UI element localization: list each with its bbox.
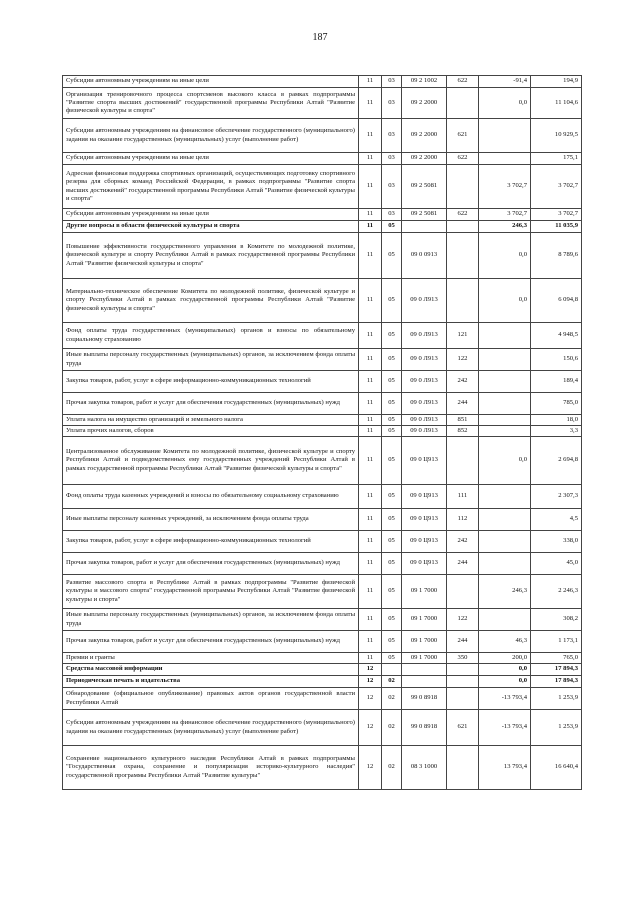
row-expense-type: 622 [447, 209, 479, 221]
row-change-amount [479, 349, 531, 371]
row-target-article: 09 0 Ц913 [402, 509, 447, 531]
table-row [63, 209, 582, 221]
row-name: Субсидии автономным учреждениям на финансовое обеспечение государственного (муниципального) задания на оказание государственных (муниципальных) услуг (выполнение работ) [63, 119, 359, 153]
row-change-amount [479, 153, 531, 165]
row-total-amount: 3 702,7 [531, 209, 582, 221]
row-section: 11 [359, 153, 382, 165]
row-expense-type [447, 664, 479, 676]
row-section: 11 [359, 609, 382, 631]
row-name: Средства массовой информации [63, 664, 359, 676]
row-section: 11 [359, 165, 382, 209]
row-change-amount: 246,3 [479, 221, 531, 233]
row-total-amount: 3,3 [531, 426, 582, 437]
row-name: Другие вопросы в области физической культуры и спорта [63, 221, 359, 233]
row-change-amount: 0,0 [479, 88, 531, 119]
row-section: 12 [359, 688, 382, 710]
row-section: 11 [359, 575, 382, 609]
row-name: Иные выплаты персоналу государственных (муниципальных) органов, за исключением фонда оплаты труда [63, 609, 359, 631]
row-change-amount: -13 793,4 [479, 688, 531, 710]
row-subsection: 05 [382, 279, 402, 323]
row-total-amount: 3 702,7 [531, 165, 582, 209]
row-total-amount: 1 173,1 [531, 631, 582, 653]
table-row [63, 485, 582, 509]
row-name: Субсидии автономным учреждениям на иные цели [63, 209, 359, 221]
row-section: 12 [359, 746, 382, 790]
row-total-amount: 338,0 [531, 531, 582, 553]
row-name: Развитие массового спорта в Республике Алтай в рамках подпрограммы "Развитие физической культуры и массового спорта" государственной программы Республики Алтай "Развитие физической культуры и спорта" [63, 575, 359, 609]
row-total-amount: 6 094,8 [531, 279, 582, 323]
row-subsection: 02 [382, 746, 402, 790]
row-target-article: 09 2 2000 [402, 119, 447, 153]
row-expense-type [447, 221, 479, 233]
row-subsection: 05 [382, 531, 402, 553]
row-target-article: 09 0 Л913 [402, 426, 447, 437]
row-name: Централизованное обслуживание Комитета по молодежной политике, физической культуре и спорту Республики Алтай и подведомственных ему государственных учреждений Республики Алтай в рамках государственной программы Республики Алтай "Развитие физической культуры и спорта" [63, 437, 359, 485]
row-expense-type [447, 688, 479, 710]
row-total-amount: 1 253,9 [531, 710, 582, 746]
row-name: Прочая закупка товаров, работ и услуг для обеспечения государственных (муниципальных) нужд [63, 553, 359, 575]
row-expense-type: 122 [447, 609, 479, 631]
row-name: Уплата прочих налогов, сборов [63, 426, 359, 437]
row-total-amount: 785,0 [531, 393, 582, 415]
row-total-amount: 16 640,4 [531, 746, 582, 790]
row-expense-type [447, 279, 479, 323]
row-subsection: 03 [382, 153, 402, 165]
row-section: 11 [359, 653, 382, 664]
row-name: Субсидии автономным учреждениям на финансовое обеспечение государственного (муниципального) задания на оказание государственных (муниципальных) услуг (выполнение работ) [63, 710, 359, 746]
row-change-amount: 46,3 [479, 631, 531, 653]
row-section: 11 [359, 323, 382, 349]
row-expense-type: 111 [447, 485, 479, 509]
row-section: 11 [359, 349, 382, 371]
row-target-article: 08 3 1000 [402, 746, 447, 790]
row-change-amount [479, 609, 531, 631]
table-row [63, 575, 582, 609]
row-total-amount: 18,0 [531, 415, 582, 426]
row-subsection: 05 [382, 437, 402, 485]
row-section: 12 [359, 710, 382, 746]
row-section: 11 [359, 221, 382, 233]
row-subsection: 05 [382, 415, 402, 426]
row-subsection: 05 [382, 426, 402, 437]
row-expense-type [447, 165, 479, 209]
row-total-amount: 150,6 [531, 349, 582, 371]
row-total-amount: 45,0 [531, 553, 582, 575]
row-expense-type: 851 [447, 415, 479, 426]
row-total-amount: 2 307,3 [531, 485, 582, 509]
row-total-amount: 17 894,3 [531, 664, 582, 676]
row-name: Иные выплаты персоналу казенных учреждений, за исключением фонда оплаты труда [63, 509, 359, 531]
row-name: Периодическая печать и издательства [63, 676, 359, 688]
row-subsection: 05 [382, 221, 402, 233]
row-target-article: 09 2 2000 [402, 88, 447, 119]
row-change-amount: 0,0 [479, 664, 531, 676]
row-name: Премии и гранты [63, 653, 359, 664]
row-name: Организация тренировочного процесса спортсменов высокого класса в рамках подпрограммы "Развитие спорта высших достижений" государственной программы Республики Алтай "Развитие физической культуры и спорта" [63, 88, 359, 119]
row-total-amount: 308,2 [531, 609, 582, 631]
row-expense-type: 121 [447, 323, 479, 349]
row-target-article: 09 2 1002 [402, 76, 447, 88]
budget-table [62, 75, 582, 790]
row-name: Повышение эффективности государственного управления в Комитете по молодежной политике, физической культуре и спорту Республики Алтай в рамках государственной программы Республики Алтай "Развитие физической культуры и спорта" [63, 233, 359, 279]
table-row [63, 165, 582, 209]
row-name: Материально-техническое обеспечение Комитета по молодежной политике, физической культуре и спорту Республики Алтай в рамках государственной программы Республики Алтай "Развитие физической культуры и спорта" [63, 279, 359, 323]
row-expense-type: 122 [447, 349, 479, 371]
row-change-amount: 3 702,7 [479, 209, 531, 221]
row-total-amount: 17 894,3 [531, 676, 582, 688]
row-target-article: 09 0 Ц913 [402, 437, 447, 485]
row-expense-type: 244 [447, 631, 479, 653]
row-target-article: 09 0 Ц913 [402, 531, 447, 553]
row-name: Прочая закупка товаров, работ и услуг для обеспечения государственных (муниципальных) нужд [63, 393, 359, 415]
row-target-article: 09 1 7000 [402, 575, 447, 609]
row-section: 12 [359, 664, 382, 676]
table-row [63, 119, 582, 153]
row-target-article: 09 0 Л913 [402, 415, 447, 426]
row-change-amount: 13 793,4 [479, 746, 531, 790]
row-expense-type [447, 575, 479, 609]
row-section: 11 [359, 76, 382, 88]
row-change-amount: 0,0 [479, 676, 531, 688]
row-target-article: 09 0 Л913 [402, 323, 447, 349]
row-name: Закупка товаров, работ, услуг в сфере информационно-коммуникационных технологий [63, 531, 359, 553]
row-target-article: 99 0 8918 [402, 710, 447, 746]
table-row [63, 153, 582, 165]
row-target-article: 09 1 7000 [402, 653, 447, 664]
table-row [63, 531, 582, 553]
table-row [63, 371, 582, 393]
row-subsection: 03 [382, 209, 402, 221]
row-subsection: 02 [382, 676, 402, 688]
table-row [63, 76, 582, 88]
row-target-article: 99 0 8918 [402, 688, 447, 710]
row-section: 11 [359, 88, 382, 119]
row-section: 11 [359, 631, 382, 653]
row-name: Прочая закупка товаров, работ и услуг для обеспечения государственных (муниципальных) нужд [63, 631, 359, 653]
row-expense-type [447, 233, 479, 279]
row-name: Уплата налога на имущество организаций и земельного налога [63, 415, 359, 426]
row-target-article: 09 0 Л913 [402, 371, 447, 393]
row-name: Закупка товаров, работ, услуг в сфере информационно-коммуникационных технологий [63, 371, 359, 393]
row-change-amount: 200,0 [479, 653, 531, 664]
table-row [63, 710, 582, 746]
row-expense-type: 621 [447, 710, 479, 746]
row-change-amount [479, 371, 531, 393]
row-total-amount: 1 253,9 [531, 688, 582, 710]
row-total-amount: 4 948,5 [531, 323, 582, 349]
row-section: 11 [359, 531, 382, 553]
row-change-amount [479, 553, 531, 575]
row-subsection: 05 [382, 609, 402, 631]
row-change-amount: -13 793,4 [479, 710, 531, 746]
row-section: 11 [359, 415, 382, 426]
row-target-article: 09 0 Л913 [402, 393, 447, 415]
table-row [63, 88, 582, 119]
row-subsection [382, 664, 402, 676]
row-section: 12 [359, 676, 382, 688]
page-number: 187 [312, 32, 328, 43]
row-total-amount: 11 035,9 [531, 221, 582, 233]
row-subsection: 05 [382, 575, 402, 609]
row-subsection: 03 [382, 165, 402, 209]
row-subsection: 05 [382, 349, 402, 371]
row-subsection: 05 [382, 509, 402, 531]
row-name: Субсидии автономным учреждениям на иные цели [63, 153, 359, 165]
table-row [63, 349, 582, 371]
row-section: 11 [359, 393, 382, 415]
row-change-amount: -91,4 [479, 76, 531, 88]
row-change-amount [479, 426, 531, 437]
row-expense-type: 112 [447, 509, 479, 531]
row-subsection: 03 [382, 119, 402, 153]
row-change-amount: 0,0 [479, 279, 531, 323]
row-target-article: 09 0 0913 [402, 233, 447, 279]
row-name: Иные выплаты персоналу государственных (муниципальных) органов, за исключением фонда оплаты труда [63, 349, 359, 371]
table-row [63, 279, 582, 323]
table-row [63, 221, 582, 233]
row-section: 11 [359, 371, 382, 393]
table-row [63, 664, 582, 676]
table-row [63, 553, 582, 575]
row-total-amount: 2 246,3 [531, 575, 582, 609]
row-name: Субсидии автономным учреждениям на иные цели [63, 76, 359, 88]
row-section: 11 [359, 485, 382, 509]
table-row [63, 426, 582, 437]
row-subsection: 05 [382, 653, 402, 664]
table-row [63, 415, 582, 426]
row-target-article [402, 664, 447, 676]
row-expense-type [447, 746, 479, 790]
row-target-article: 09 0 Л913 [402, 349, 447, 371]
row-total-amount: 11 104,6 [531, 88, 582, 119]
row-name: Сохранение национального культурного наследия Республики Алтай в рамках подпрограммы "Государственная охрана, сохранение и популяризация историко-культурного наследия" государственной программы Республики Алтай "Развитие культуры" [63, 746, 359, 790]
row-section: 11 [359, 426, 382, 437]
row-section: 11 [359, 509, 382, 531]
row-change-amount: 0,0 [479, 233, 531, 279]
row-expense-type [447, 676, 479, 688]
row-name: Фонд оплаты труда казенных учреждений и взносы по обязательному социальному страхованию [63, 485, 359, 509]
row-subsection: 05 [382, 631, 402, 653]
row-name: Обнародование (официальное опубликование) правовых актов органов государственной власти Республики Алтай [63, 688, 359, 710]
row-expense-type: 242 [447, 371, 479, 393]
row-subsection: 05 [382, 393, 402, 415]
row-expense-type: 621 [447, 119, 479, 153]
row-section: 11 [359, 209, 382, 221]
row-section: 11 [359, 437, 382, 485]
row-expense-type: 244 [447, 553, 479, 575]
row-target-article: 09 2 2000 [402, 153, 447, 165]
row-total-amount: 765,0 [531, 653, 582, 664]
row-subsection: 05 [382, 323, 402, 349]
table-row [63, 393, 582, 415]
row-target-article: 09 0 Л913 [402, 279, 447, 323]
row-expense-type: 242 [447, 531, 479, 553]
row-expense-type: 350 [447, 653, 479, 664]
row-section: 11 [359, 279, 382, 323]
row-expense-type: 244 [447, 393, 479, 415]
row-subsection: 03 [382, 76, 402, 88]
row-subsection: 02 [382, 688, 402, 710]
row-subsection: 03 [382, 88, 402, 119]
row-total-amount: 8 789,6 [531, 233, 582, 279]
row-expense-type: 622 [447, 153, 479, 165]
row-target-article: 09 1 7000 [402, 631, 447, 653]
table-row [63, 631, 582, 653]
row-change-amount: 246,3 [479, 575, 531, 609]
table-row [63, 437, 582, 485]
row-target-article: 09 2 5081 [402, 209, 447, 221]
row-target-article: 09 1 7000 [402, 609, 447, 631]
row-subsection: 05 [382, 553, 402, 575]
row-section: 11 [359, 119, 382, 153]
row-total-amount: 2 694,8 [531, 437, 582, 485]
row-subsection: 02 [382, 710, 402, 746]
row-target-article: 09 0 Ц913 [402, 485, 447, 509]
row-name: Адресная финансовая поддержка спортивных организаций, осуществляющих подготовку спортивного резерва для сборных команд Российской Федерации, в рамках подпрограммы "Развитие спорта высших достижений" государственной программы Республики Алтай "Развитие физической культуры и спорта" [63, 165, 359, 209]
row-change-amount [479, 415, 531, 426]
row-target-article: 09 2 5081 [402, 165, 447, 209]
row-subsection: 05 [382, 485, 402, 509]
row-total-amount: 4,5 [531, 509, 582, 531]
row-total-amount: 194,9 [531, 76, 582, 88]
table-row [63, 323, 582, 349]
row-target-article: 09 0 Ц913 [402, 553, 447, 575]
row-change-amount [479, 119, 531, 153]
table-row [63, 509, 582, 531]
table-row [63, 609, 582, 631]
row-total-amount: 189,4 [531, 371, 582, 393]
row-change-amount [479, 485, 531, 509]
row-subsection: 05 [382, 233, 402, 279]
table-row [63, 233, 582, 279]
row-change-amount: 0,0 [479, 437, 531, 485]
table-row [63, 688, 582, 710]
row-subsection: 05 [382, 371, 402, 393]
row-target-article [402, 676, 447, 688]
row-target-article [402, 221, 447, 233]
table-row [63, 746, 582, 790]
row-total-amount: 10 929,5 [531, 119, 582, 153]
row-section: 11 [359, 233, 382, 279]
table-row [63, 653, 582, 664]
row-section: 11 [359, 553, 382, 575]
table-row [63, 676, 582, 688]
row-change-amount [479, 393, 531, 415]
row-change-amount [479, 509, 531, 531]
row-change-amount [479, 531, 531, 553]
row-expense-type: 622 [447, 76, 479, 88]
row-change-amount [479, 323, 531, 349]
row-total-amount: 175,1 [531, 153, 582, 165]
row-change-amount: 3 702,7 [479, 165, 531, 209]
row-name: Фонд оплаты труда государственных (муниципальных) органов и взносы по обязательному социальному страхованию [63, 323, 359, 349]
row-expense-type: 852 [447, 426, 479, 437]
row-expense-type [447, 437, 479, 485]
row-expense-type [447, 88, 479, 119]
